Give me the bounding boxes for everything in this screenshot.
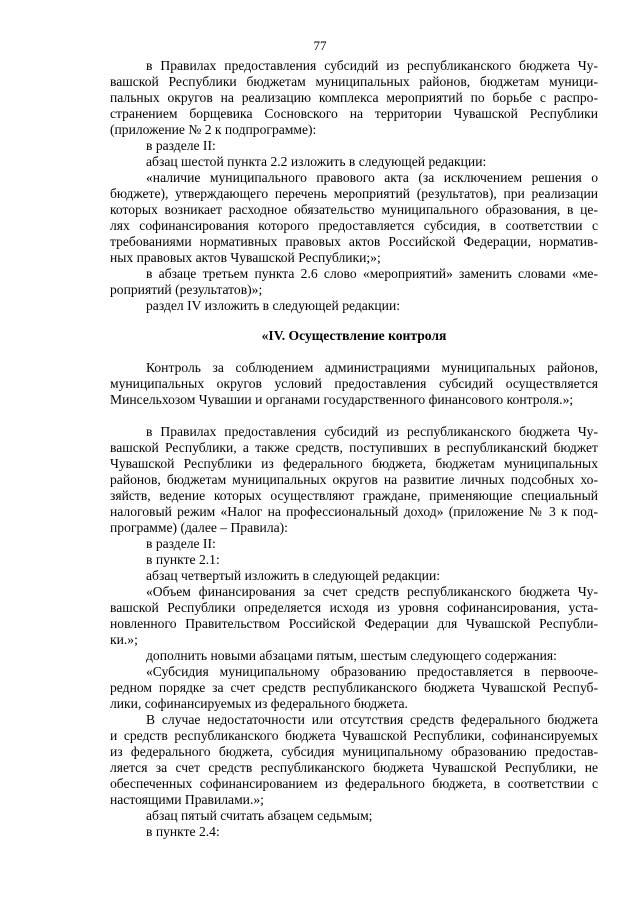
page-number: 77 bbox=[313, 38, 327, 53]
paragraph-line: ки.»; bbox=[110, 632, 138, 647]
paragraph-line: в Правилах предоставления субсидий из республиканского бюджета Чу- bbox=[146, 58, 598, 73]
paragraph-line: пальных округов на реализацию комплекса мероприятий по борьбе с распро- bbox=[110, 90, 598, 105]
paragraph-line: «Субсидия муниципальному образованию предоставляется в первооче- bbox=[146, 664, 598, 679]
paragraph-line: в пункте 2.1: bbox=[146, 552, 220, 567]
paragraph-line: роприятий (результатов)»; bbox=[110, 282, 263, 297]
paragraph-line: ных правовых актов Чувашской Республики;»; bbox=[110, 250, 381, 265]
paragraph-line: муниципальных округов условий предоставления субсидий осуществляется bbox=[110, 376, 598, 391]
paragraph-line: в пункте 2.4: bbox=[146, 824, 220, 839]
paragraph-line: в разделе II: bbox=[146, 138, 216, 153]
paragraph-line: абзац шестой пункта 2.2 изложить в следующей редакции: bbox=[146, 154, 487, 169]
paragraph-line: Чувашской Республики из федерального бюджета, бюджетам муниципальных bbox=[110, 456, 598, 471]
paragraph-line: и средств республиканского бюджета Чувашской Республики, софинансируемых bbox=[110, 728, 598, 743]
paragraph-line: программе) (далее – Правила): bbox=[110, 520, 288, 535]
paragraph-line: вашской Республики определяется исходя из уровня софинансирования, уста- bbox=[110, 600, 598, 615]
document-body bbox=[110, 58, 598, 840]
paragraph-line: в абзаце третьем пункта 2.6 слово «мероприятий» заменить словами «ме- bbox=[146, 266, 598, 281]
paragraph-line: редном порядке за счет средств республиканского бюджета Чувашской Респуб- bbox=[110, 680, 598, 695]
paragraph-line: абзац четвертый изложить в следующей редакции: bbox=[146, 568, 441, 583]
paragraph-line: зяйств, ведение которых осуществляют граждане, применяющие специальный bbox=[110, 488, 598, 503]
paragraph-line: в разделе II: bbox=[146, 536, 216, 551]
paragraph-line: которых возникает расходное обязательство муниципального образования, в це- bbox=[110, 202, 598, 217]
paragraph-line: Минсельхозом Чувашии и органами государственного финансового контроля.»; bbox=[110, 392, 574, 407]
paragraph-line: налоговый режим «Налог на профессиональный доход» (приложение № 3 к под- bbox=[110, 504, 598, 519]
paragraph-line: настоящими Правилами.»; bbox=[110, 792, 264, 807]
paragraph-line: дополнить новыми абзацами пятым, шестым следующего содержания: bbox=[146, 648, 557, 663]
paragraph-line: абзац пятый считать абзацем седьмым; bbox=[146, 808, 373, 823]
paragraph-line: обеспеченных софинансированием из федерального бюджета, в соответствии с bbox=[110, 776, 598, 791]
paragraph-line: бюджете), утверждающего перечень мероприятий (результатов), при реализации bbox=[110, 186, 598, 201]
paragraph-line: лики, софинансируемых из федерального бюджета. bbox=[110, 696, 408, 711]
section-heading: «IV. Осуществление контроля bbox=[261, 328, 447, 343]
paragraph-line: «наличие муниципального правового акта (за исключением решения о bbox=[146, 170, 598, 185]
paragraph-line: новленного Правительством Российской Федерации для Чувашской Республи- bbox=[110, 616, 598, 631]
paragraph-line: «Объем финансирования за счет средств республиканского бюджета Чу- bbox=[146, 584, 598, 599]
paragraph-line: странением борщевика Сосновского на территории Чувашской Республики bbox=[110, 106, 598, 121]
paragraph-gap bbox=[110, 408, 598, 424]
paragraph-line: вашской Республики, а также средств, поступивших в республиканский бюджет bbox=[110, 440, 598, 455]
paragraph-line: раздел IV изложить в следующей редакции: bbox=[146, 298, 401, 313]
paragraph-line: (приложение № 2 к подпрограмме): bbox=[110, 122, 317, 137]
paragraph-line: требованиями нормативных правовых актов Российской Федерации, норматив- bbox=[110, 234, 598, 249]
paragraph-line: Контроль за соблюдением администрациями муниципальных районов, bbox=[146, 360, 598, 375]
paragraph-line: лях софинансирования которого предоставляется субсидия, в соответствии с bbox=[110, 218, 598, 233]
paragraph-line: вашской Республики бюджетам муниципальных районов, бюджетам муници- bbox=[110, 74, 598, 89]
paragraph-line: в Правилах предоставления субсидий из республиканского бюджета Чу- bbox=[146, 424, 598, 439]
paragraph-line: В случае недостаточности или отсутствия средств федерального бюджета bbox=[146, 712, 598, 727]
paragraph-line: из федерального бюджета, субсидия муниципальному образованию предостав- bbox=[110, 744, 598, 759]
paragraph-line: ляется за счет средств республиканского бюджета Чувашской Республики, не bbox=[110, 760, 598, 775]
paragraph-line: районов, бюджетам муниципальных округов на развитие личных подсобных хо- bbox=[110, 472, 598, 487]
